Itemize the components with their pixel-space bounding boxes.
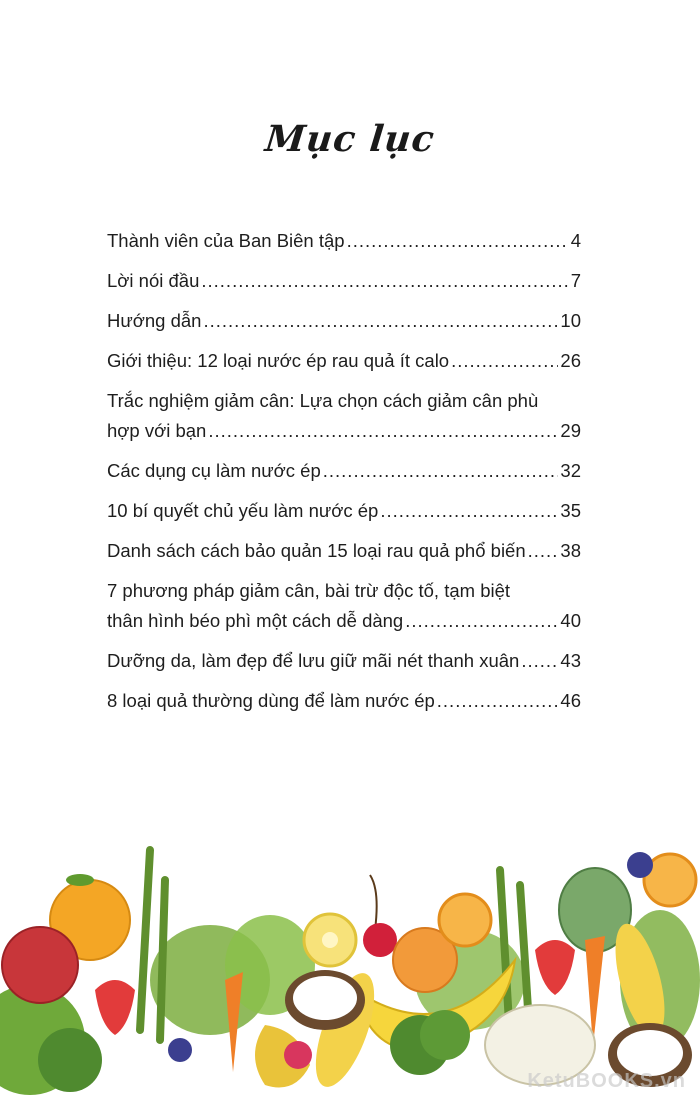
toc-entry[interactable] [107,576,581,636]
toc-leader [521,646,558,676]
toc-entry-title: Hướng dẫn [107,310,202,331]
toc-page-number: 26 [560,350,581,371]
toc-leader [347,226,569,256]
toc-entry[interactable] [107,536,581,566]
strawberry [95,980,135,1035]
toc-leader [405,606,558,636]
cherry [363,875,397,957]
toc-page-number: 4 [570,230,581,251]
toc-entry[interactable] [107,456,581,486]
toc-entry-title: thân hình béo phì một cách dễ dàng [107,610,404,631]
toc-entry-title: hợp với bạn [107,420,207,441]
toc-entry[interactable] [107,306,581,336]
strawberry [535,940,575,995]
toc-leader [201,266,568,296]
toc-page-number: 7 [570,270,581,291]
toc-leader [437,686,559,716]
toc-entry-title-line: Trắc nghiệm giảm cân: Lựa chọn cách giảm cân phù [107,390,539,411]
toc-page-number: 10 [560,310,581,331]
toc-page-number: 29 [560,420,581,441]
toc-page-number: 43 [560,650,581,671]
table-of-contents [107,226,581,726]
watermark: KetuBOOKS.vn [527,1070,686,1092]
toc-entry-title: Giới thiệu: 12 loại nước ép rau quả ít calo [107,350,450,371]
toc-entry[interactable] [107,266,581,296]
toc-entry[interactable] [107,686,581,716]
toc-leader [451,346,558,376]
toc-page-number: 32 [560,460,581,481]
toc-entry[interactable] [107,346,581,376]
toc-entry-title-line: 7 phương pháp giảm cân, bài trừ độc tố, tạm biệt [107,580,511,601]
toc-leader [380,496,558,526]
pomegranate [2,927,78,1003]
toc-entry[interactable] [107,496,581,526]
toc-entry-title: Thành viên của Ban Biên tập [107,230,345,251]
toc-entry-title: Lời nói đầu [107,270,200,291]
toc-entry[interactable] [107,226,581,256]
toc-entry-title: 10 bí quyết chủ yếu làm nước ép [107,500,379,521]
lemon-slice [304,914,356,966]
toc-entry[interactable] [107,386,581,446]
toc-entry-title: Dưỡng da, làm đẹp để lưu giữ mãi nét thanh xuân [107,650,520,671]
toc-page-number: 46 [560,690,581,711]
toc-leader [203,306,558,336]
blueberry [168,1038,192,1062]
toc-page-number: 38 [560,540,581,561]
toc-entry-title: Các dụng cụ làm nước ép [107,460,321,481]
fruit-vegetable-illustration [0,830,700,1100]
toc-entry[interactable] [107,646,581,676]
toc-entry-title: Danh sách cách bảo quản 15 loại rau quả phổ biến [107,540,526,561]
broccoli [38,1010,470,1092]
toc-leader [528,536,559,566]
radish [284,1041,312,1069]
blueberry [627,852,653,878]
toc-page-number: 40 [560,610,581,631]
toc-leader [323,456,559,486]
toc-leader [208,416,558,446]
toc-page-number: 35 [560,500,581,521]
page-title: Mục lục [263,118,437,160]
toc-entry-title: 8 loại quả thường dùng để làm nước ép [107,690,435,711]
